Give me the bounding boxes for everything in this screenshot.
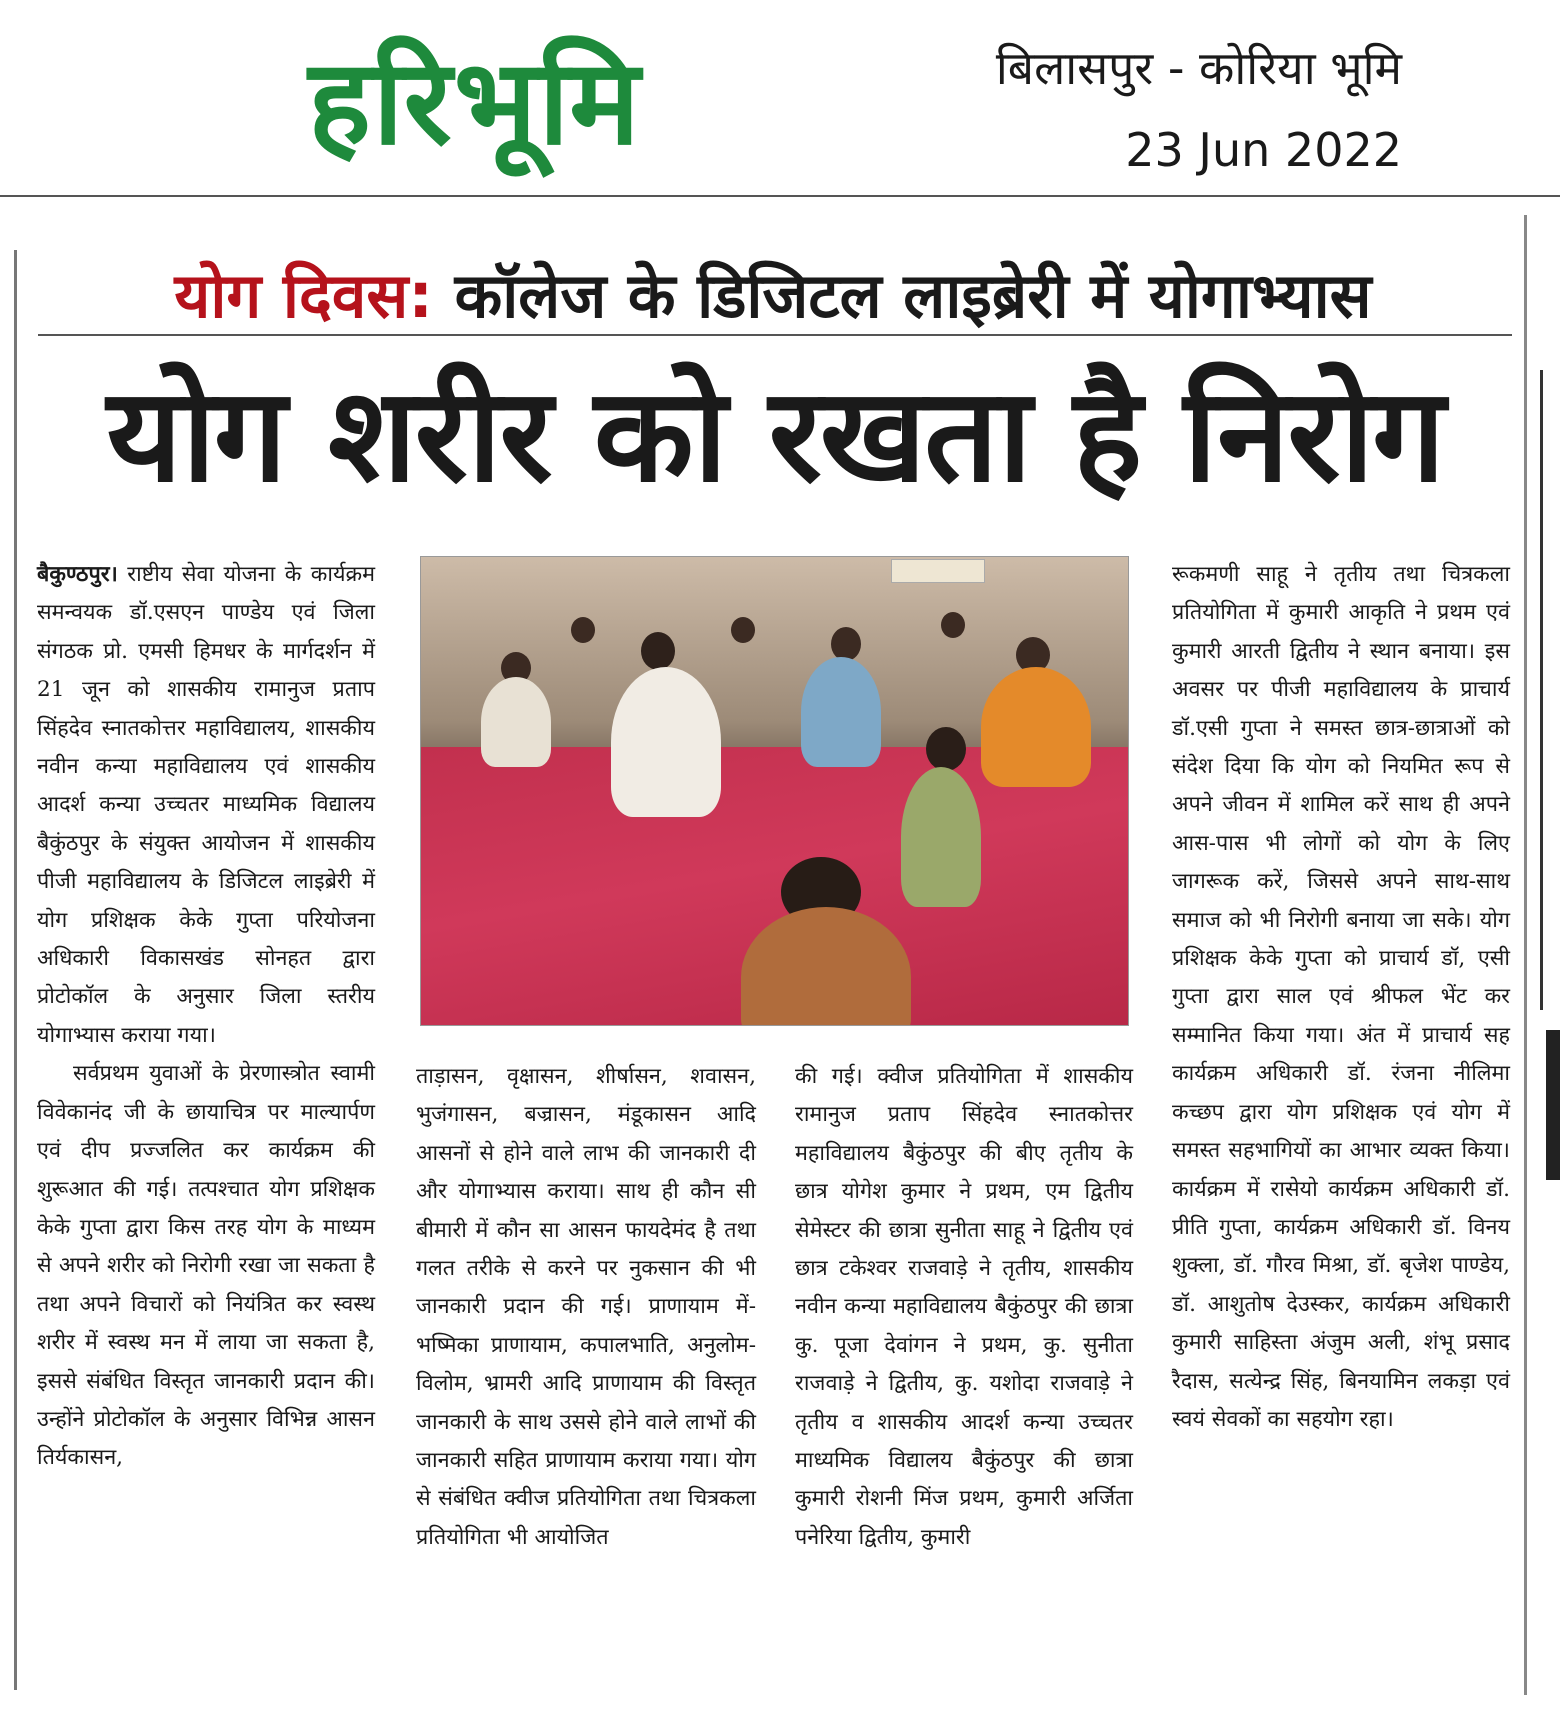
adjacent-article-block: [1546, 1030, 1560, 1180]
kicker-divider: [38, 334, 1512, 336]
logo-text: हरिभूमि: [308, 33, 642, 171]
article-kicker: [36, 258, 1510, 334]
dateline: बैकुण्ठपुर।: [37, 562, 118, 587]
left-margin-rule: [14, 250, 17, 1690]
article-paragraph: [37, 556, 375, 1055]
article-photo: [420, 556, 1129, 1026]
article-column-4: [1172, 556, 1510, 1439]
article-column-2: [416, 1058, 756, 1557]
edition-info: [996, 38, 1402, 180]
edition-name: बिलासपुर - कोरिया भूमि: [995, 41, 1402, 95]
article-headline: योग शरीर को रखता है निरोग: [106, 359, 1444, 511]
article-paragraph: की गई। क्वीज प्रतियोगिता में शासकीय रामानुज प्रताप सिंहदेव स्नातकोत्तर महाविद्यालय बैकुंठपुर की बीए तृतीय के छात्र योगेश कुमार ने प्रथम, एम द्वितीय सेमेस्टर की छात्रा सुनीता साहू ने द्वितीय एवं छात्र टकेश्वर राजवाड़े ने तृतीय, शासकीय नवीन कन्या महाविद्यालय बैकुंठपुर की छात्रा कु. पूजा देवांगन ने प्रथम, कु. सुनीता राजवाड़े ने द्वितीय, कु. यशोदा राजवाड़े ने तृतीय व शासकीय आदर्श कन्या उच्चतर माध्यमिक विद्यालय बैकुंठपुर की छात्रा कुमारी रोशनी मिंज प्रथम, कुमारी अर्जिता पनेरिया द्वितीय, कुमारी: [795, 1064, 1133, 1550]
article-paragraph: सर्वप्रथम युवाओं के प्रेरणास्त्रोत स्वामी विवेकानंद जी के छायाचित्र पर माल्यार्पण एवं दीप प्रज्जलित कर कार्यक्रम की शुरूआत की गई। तत्पश्चात योग प्रशिक्षक केके गुप्ता द्वारा किस तरह योग के माध्यम से अपने शरीर को निरोगी रखा जा सकता है तथा अपने विचारों को नियंत्रित कर स्वस्थ शरीर में स्वस्थ मन में लाया जा सकता है, इससे संबंधित विस्तृत जानकारी प्रदान की। उन्होंने प्रोटोकॉल के अनुसार विभिन्न आसन तिर्यकासन,: [37, 1061, 375, 1471]
publication-date: 23 Jun 2022: [1125, 123, 1402, 177]
right-margin-rule: [1524, 215, 1527, 1695]
paragraph-text: राष्टीय सेवा योजना के कार्यक्रम समन्वयक डॉ.एसएन पाण्डेय एवं जिला संगठक प्रो. एमसी हिमधर के मार्गदर्शन में 21 जून को शासकीय रामानुज प्रताप सिंहदेव स्नातकोत्तर महाविद्यालय, शासकीय नवीन कन्या महाविद्यालय एवं शासकीय आदर्श कन्या उच्चतर माध्यमिक विद्यालय बैकुंठपुर के संयुक्त आयोजन में शासकीय पीजी महाविद्यालय के डिजिटल लाइब्रेरी में योग प्रशिक्षक केके गुप्ता परियोजना अधिकारी विकासखंड सोनहत द्वारा प्रोटोकॉल के अनुसार जिला स्तरीय योगाभ्यास कराया गया।: [37, 562, 375, 1048]
article-paragraph: रूकमणी साहू ने तृतीय तथा चित्रकला प्रतियोगिता में कुमारी आकृति ने प्रथम एवं कुमारी आरती द्वितीय ने स्थान बनाया। इस अवसर पर पीजी महाविद्यालय के प्राचार्य डॉ.एसी गुप्ता ने समस्त छात्र-छात्राओं को संदेश दिया कि योग को नियमित रूप से अपने जीवन में शामिल करें साथ ही अपने आस-पास भी लोगों को योग के लिए जागरूक करें, जिससे अपने साथ-साथ समाज को भी निरोगी बनाया जा सके। योग प्रशिक्षक केके गुप्ता को प्राचार्य डॉ, एसी गुप्ता द्वारा साल एवं श्रीफल भेंट कर सम्मानित किया गया। अंत में प्राचार्य सह कार्यक्रम अधिकारी डॉ. रंजना नीलिमा कच्छप द्वारा योग प्रशिक्षक एवं योग में समस्त सहभागियों का आभार व्यक्त किया। कार्यक्रम में रासेयो कार्यक्रम अधिकारी डॉ. प्रीति गुप्ता, कार्यक्रम अधिकारी डॉ. विनय शुक्ला, डॉ. गौरव मिश्रा, डॉ. बृजेश पाण्डेय, डॉ. आशुतोष देउस्कर, कार्यक्रम अधिकारी कुमारी साहिस्ता अंजुम अली, शंभू प्रसाद रैदास, सत्येन्द्र सिंह, बिनयामिन लकड़ा एवं स्वयं सेवकों का सहयोग रहा।: [1172, 562, 1510, 1432]
newspaper-logo: [185, 22, 765, 182]
adjacent-article-edge: [1540, 370, 1551, 1010]
article-paragraph: ताड़ासन, वृक्षासन, शीर्षासन, शवासन, भुजंगासन, बज्रासन, मंडूकासन आदि आसनों से होने वाले लाभ की जानकारी दी और योगाभ्यास कराया। साथ ही कौन सी बीमारी में कौन सा आसन फायदेमंद है तथा गलत तरीके से करने पर नुकसान की भी जानकारी प्रदान की गई। प्राणायाम में- भष्मिका प्राणायाम, कपालभाति, अनुलोम-विलोम, भ्रामरी आदि प्राणायाम की विस्तृत जानकारी के साथ उससे होने वाले लाभों की जानकारी सहित प्राणायाम कराया गया। योग से संबंधित क्वीज प्रतियोगिता तथा चित्रकला प्रतियोगिता भी आयोजित: [416, 1064, 756, 1550]
article-column-1: [37, 556, 375, 1478]
article-column-3: [795, 1058, 1133, 1557]
masthead-divider: [0, 195, 1560, 197]
masthead: [0, 0, 1560, 196]
kicker-label: योग दिवस:: [174, 259, 434, 332]
kicker-text: कॉलेज के डिजिटल लाइब्रेरी में योगाभ्यास: [433, 259, 1372, 332]
